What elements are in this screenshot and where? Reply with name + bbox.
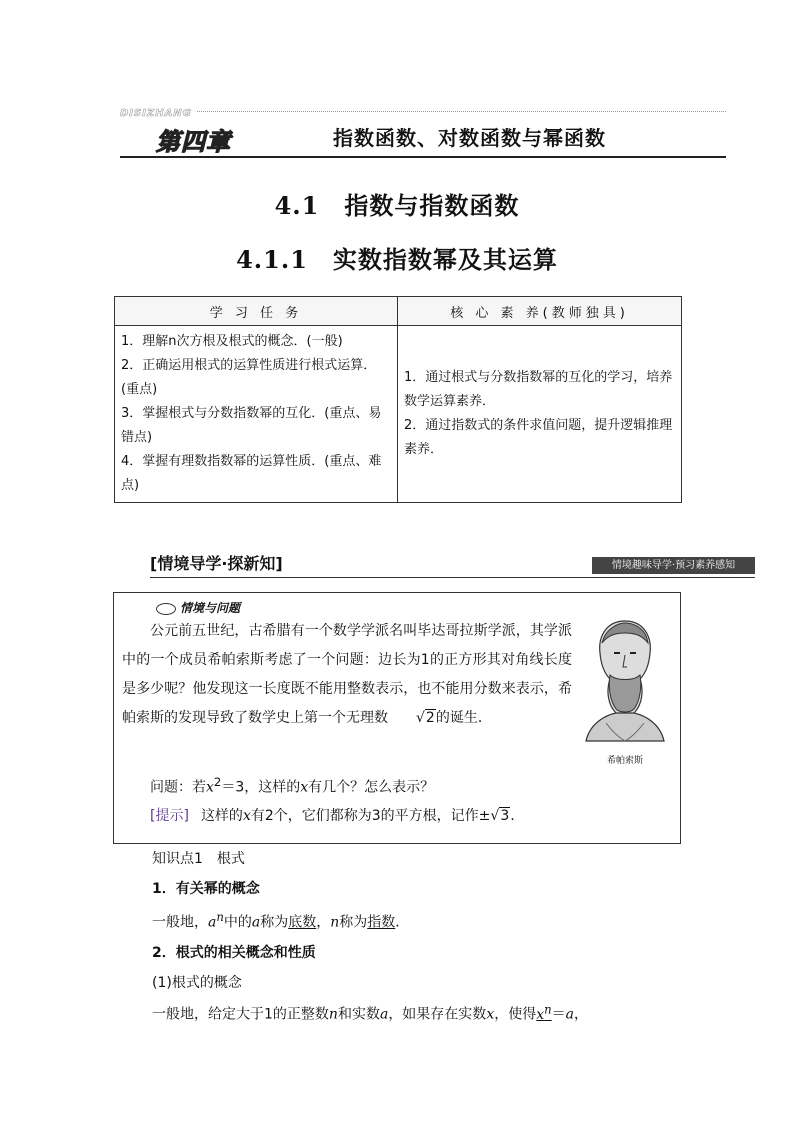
context-box	[113, 592, 681, 844]
literacy-cell	[398, 326, 682, 503]
context-hint: [提示] 这样的x有2个，它们都称为3的平方根，记作±√3.	[150, 808, 515, 824]
term-base: 底数	[288, 914, 317, 931]
section-banner-tag: 情境趣味导学·预习素养感知	[592, 557, 755, 574]
hint-label: [提示]	[150, 808, 189, 824]
literacy-item: 1．通过根式与分数指数幂的互化的学习，培养数学运算素养．	[404, 370, 673, 409]
section-title: 4.1 指数与指数函数	[274, 191, 520, 220]
context-heading: 情境与问题	[156, 599, 240, 616]
literacy-item: 2．通过指数式的条件求值问题，提升逻辑推理素养．	[404, 418, 673, 457]
item1-title: 1．有关幂的概念	[152, 881, 260, 897]
context-paragraph: 公元前五世纪，古希腊有一个数学学派名叫毕达哥拉斯学派，其学派中的一个成员希帕索斯考虑了一个问题：边长为1的正方形其对角线长度是多少呢？他发现这一长度既不能用整数表示，也不能用分数来表示，希帕索斯的发现导致了数学史上第一个无理数 √2的诞生．	[122, 617, 572, 733]
header-rule	[120, 156, 726, 158]
term-exponent: 指数	[367, 914, 396, 931]
task-item: 3．掌握根式与分数指数幂的互化．(重点、易错点)	[121, 406, 382, 445]
tasks-cell	[115, 326, 398, 503]
hippasus-portrait	[576, 613, 674, 743]
chapter-badge: 第四章	[156, 128, 231, 156]
item2-subtitle: (1)根式的概念	[152, 975, 242, 991]
item1-text: 一般地，$a^n$中的a称为底数，n称为指数．	[152, 910, 410, 931]
table-header-tasks: 学 习 任 务	[115, 297, 398, 326]
chapter-pinyin: DISIZHANG	[120, 108, 196, 119]
sqrt-expression: √3	[490, 808, 510, 824]
knowledge-point-title: 知识点1 根式	[152, 851, 245, 867]
subsection-title: 4.1.1 实数指数幂及其运算	[236, 245, 558, 274]
task-item: 4．掌握有理数指数幂的运算性质．(重点、难点)	[121, 454, 382, 493]
section-banner-title: [情境导学·探新知]	[150, 554, 283, 573]
context-question: 问题：若$x^2=3$，这样的x有几个？怎么表示？	[150, 775, 435, 796]
item2-title: 2．根式的相关概念和性质	[152, 945, 316, 961]
task-item: 2．正确运用根式的运算性质进行根式运算．(重点)	[121, 358, 377, 397]
equation-xn: $x^n$	[536, 1002, 552, 1023]
chapter-title: 指数函数、对数函数与幂函数	[333, 126, 606, 150]
header-dotted-rule	[120, 111, 726, 112]
eye-icon	[156, 603, 176, 615]
item2-text: 一般地，给定大于1的正整数n和实数a，如果存在实数x，使得$x^n=a$，	[152, 1002, 588, 1023]
chapter-header	[120, 108, 726, 160]
portrait-caption: 希帕索斯	[606, 756, 643, 766]
table-header-literacy: 核 心 素 养(教师独具)	[398, 297, 682, 326]
sqrt-expression: √2	[416, 710, 435, 726]
goals-table	[114, 296, 682, 503]
task-item: 1．理解n次方根及根式的概念．(一般)	[121, 334, 343, 349]
banner-rule	[150, 577, 755, 578]
